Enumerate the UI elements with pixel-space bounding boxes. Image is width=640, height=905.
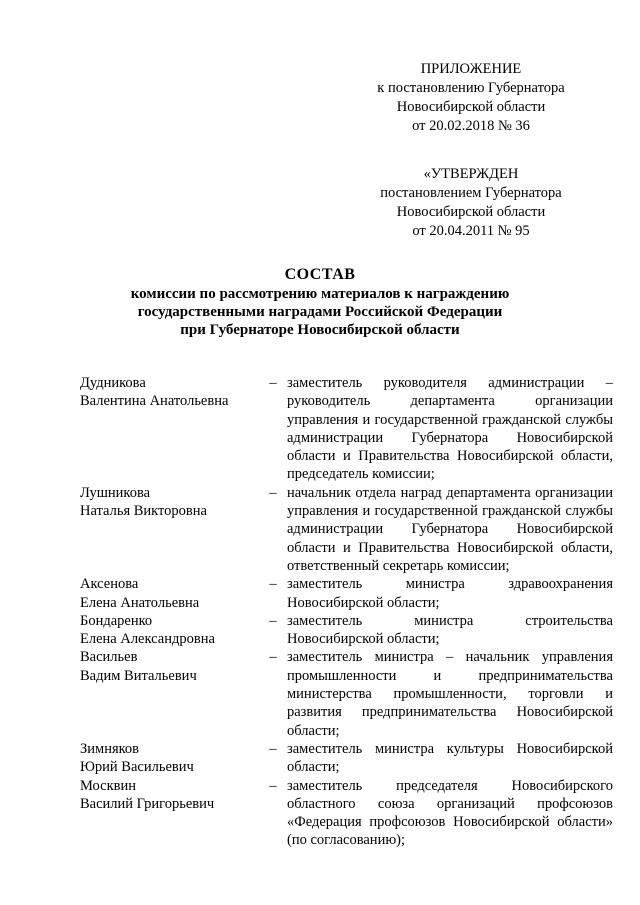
- member-row: [80, 484, 613, 575]
- title-subtitle: [60, 285, 580, 339]
- member-row: [80, 374, 613, 484]
- member-dash: –: [269, 576, 277, 593]
- member-role: заместитель председателя Новосибирского областного союза организаций профсоюзов «Федерация профсоюзов Новосибирской области» (по согласованию);: [287, 777, 613, 849]
- member-dash: –: [269, 484, 277, 501]
- member-role: заместитель министра здравоохранения Новосибирской области;: [287, 576, 613, 611]
- appendix-region: Новосибирской области: [396, 99, 546, 115]
- member-name: [80, 374, 270, 484]
- member-given-names: Елена Александровна: [80, 631, 215, 648]
- subtitle-line-3: при Губернаторе Новосибирской области: [180, 322, 460, 338]
- approval-reference: постановлением Губернатора: [380, 185, 562, 201]
- member-role: заместитель министра – начальник управления промышленности и предпринимательства министерства промышленности, торговли и развития предпринимательства Новосибирской области;: [287, 649, 613, 739]
- member-row: [80, 648, 613, 739]
- approval-stamp: [360, 165, 582, 241]
- member-name: [80, 612, 270, 649]
- member-role: заместитель министра строительства Новосибирской области;: [287, 612, 613, 648]
- member-role: заместитель руководителя администрации – руководитель департамента организации управления и государственной гражданской службы администрации Губернатора Новосибирской области и Правительства Новосибирской области, председатель комиссии;: [287, 375, 613, 483]
- commission-members-list: [80, 374, 613, 850]
- member-name: [80, 484, 270, 575]
- subtitle-line-2: государственными наградами Российской Федерации: [137, 304, 503, 320]
- member-dash: –: [269, 612, 277, 629]
- member-surname: Васильев: [80, 649, 138, 666]
- appendix-stamp: [360, 60, 582, 136]
- member-row: [80, 740, 613, 777]
- member-surname: Дудникова: [80, 375, 146, 391]
- member-given-names: Василий Григорьевич: [80, 795, 215, 812]
- member-given-names: Валентина Анатольевна: [80, 393, 229, 410]
- appendix-heading: ПРИЛОЖЕНИЕ: [420, 61, 522, 77]
- member-given-names: Юрий Васильевич: [80, 759, 194, 776]
- subtitle-line-1: комиссии по рассмотрению материалов к награждению: [130, 286, 510, 302]
- member-dash: –: [269, 375, 277, 391]
- approval-date-number: от 20.04.2011 № 95: [412, 223, 530, 239]
- approval-region: Новосибирской области: [396, 204, 546, 220]
- approval-heading: «УТВЕРЖДЕН: [423, 166, 519, 182]
- member-surname: Лушникова: [80, 484, 151, 501]
- member-role: начальник отдела наград департамента организации управления и государственной гражданской службы администрации Губернатора Новосибирской области и Правительства Новосибирской области, ответственный секретарь комиссии;: [287, 484, 613, 574]
- member-name: [80, 648, 270, 739]
- member-role: заместитель министра культуры Новосибирской области;: [287, 740, 613, 776]
- member-name: [80, 575, 270, 612]
- title-main: СОСТАВ: [284, 266, 356, 283]
- member-surname: Бондаренко: [80, 612, 153, 629]
- member-given-names: Вадим Витальевич: [80, 667, 197, 684]
- appendix-date-number: от 20.02.2018 № 36: [412, 118, 530, 134]
- member-row: [80, 777, 613, 850]
- member-dash: –: [269, 649, 277, 666]
- member-surname: Аксенова: [80, 576, 139, 593]
- member-given-names: Елена Анатольевна: [80, 594, 200, 611]
- member-given-names: Наталья Викторовна: [80, 503, 207, 520]
- member-name: [80, 777, 270, 850]
- member-dash: –: [269, 740, 277, 757]
- member-row: [80, 575, 613, 612]
- member-name: [80, 740, 270, 777]
- member-row: [80, 612, 613, 649]
- member-surname: Москвин: [80, 777, 136, 794]
- member-surname: Зимняков: [80, 740, 140, 757]
- member-dash: –: [269, 777, 277, 794]
- document-title: [60, 264, 580, 339]
- appendix-reference: к постановлению Губернатора: [377, 80, 565, 96]
